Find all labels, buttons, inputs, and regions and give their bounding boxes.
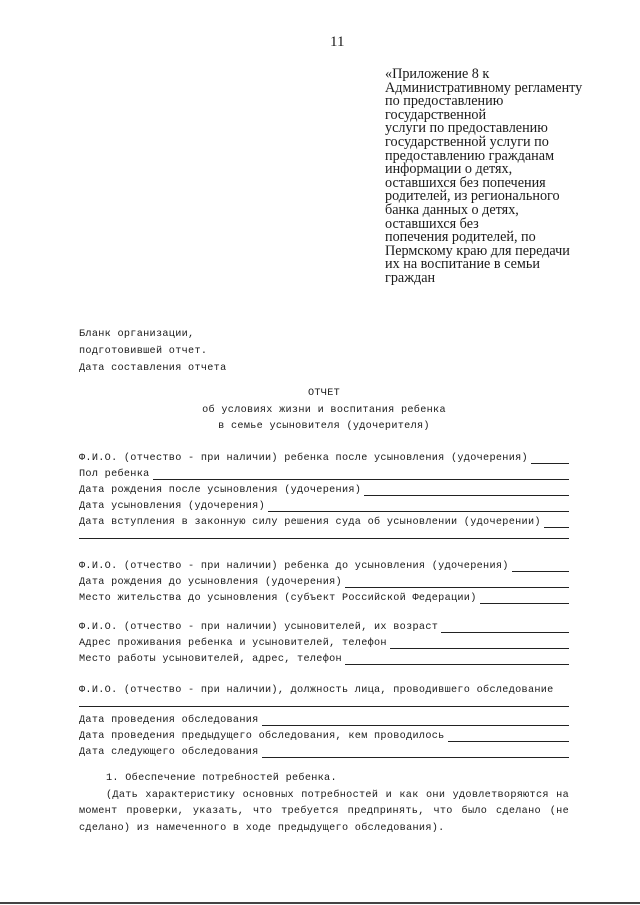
- field-label: Пол ребенка: [79, 469, 150, 480]
- appendix-line: Пермскому краю для передачи: [385, 242, 570, 259]
- fill-line[interactable]: [441, 622, 569, 633]
- field-court-date[interactable]: [79, 513, 569, 528]
- appendix-line: банка данных о детях,: [385, 201, 519, 218]
- field-label: Адрес проживания ребенка и усыновителей, телефон: [79, 638, 387, 649]
- appendix-header: [385, 68, 615, 286]
- page-number: 11: [330, 34, 345, 50]
- field-residence[interactable]: [79, 589, 569, 604]
- report-title-sub1: об условиях жизни и воспитания ребенка: [202, 404, 446, 416]
- field-work[interactable]: [79, 650, 569, 665]
- appendix-line: Административному регламенту: [385, 79, 583, 96]
- appendix-line: предоставлению гражданам: [385, 147, 555, 164]
- field-address[interactable]: [79, 634, 569, 649]
- field-birth-before[interactable]: [79, 573, 569, 588]
- field-sex[interactable]: [79, 465, 569, 480]
- appendix-line: попечения родителей, по: [385, 229, 536, 246]
- appendix-line: «Приложение 8 к: [385, 66, 490, 82]
- appendix-line: родителей, из регионального: [385, 188, 560, 205]
- field-label: Дата проведения обследования: [79, 715, 259, 726]
- fill-line[interactable]: [345, 577, 569, 588]
- report-title-main: ОТЧЕТ: [307, 388, 341, 399]
- fill-line[interactable]: [153, 469, 569, 480]
- section-1-text: (Дать характеристику основных потребностей и как они удовлетворяются на момент проверки, указать, что требуется предпринять, что было сделано (не сделано) из намеченного в ходе предыдущего обследования).: [79, 789, 569, 834]
- page-bottom-edge: [0, 902, 640, 904]
- appendix-line: оставшихся без: [385, 215, 479, 232]
- field-adopters[interactable]: [79, 618, 569, 633]
- section-1: [79, 771, 569, 837]
- appendix-line: граждан: [385, 269, 436, 286]
- appendix-line: их на воспитание в семьи: [385, 256, 540, 273]
- fill-line[interactable]: [531, 453, 569, 464]
- field-label: Ф.И.О. (отчество - при наличии) ребенка после усыновления (удочерения): [79, 453, 528, 464]
- field-fio-before[interactable]: [79, 557, 569, 572]
- fill-line[interactable]: [448, 731, 569, 742]
- fill-line[interactable]: [364, 485, 569, 496]
- field-fio-after[interactable]: [79, 449, 569, 464]
- field-adoption-date[interactable]: [79, 497, 569, 512]
- appendix-line: информации о детях,: [385, 161, 513, 178]
- field-inspection-date[interactable]: [79, 711, 569, 726]
- field-inspector: [79, 681, 569, 696]
- field-label: Место жительства до усыновления (субъект Российской Федерации): [79, 593, 477, 604]
- section-1-heading: 1. Обеспечение потребностей ребенка.: [106, 773, 337, 784]
- appendix-line: государственной: [385, 106, 487, 123]
- field-birth-after[interactable]: [79, 481, 569, 496]
- fill-line[interactable]: [512, 561, 569, 572]
- blank-line[interactable]: [79, 538, 569, 539]
- report-title: [79, 386, 569, 436]
- field-label: Место работы усыновителей, адрес, телефон: [79, 654, 342, 665]
- fill-line[interactable]: [262, 747, 569, 758]
- field-label: Дата усыновления (удочерения): [79, 501, 265, 512]
- field-label: Дата рождения до усыновления (удочерения): [79, 577, 342, 588]
- field-label: Дата вступления в законную силу решения суда об усыновлении (удочерении): [79, 517, 541, 528]
- appendix-line: государственной услуги по: [385, 133, 549, 150]
- field-label: Ф.И.О. (отчество - при наличии) ребенка до усыновления (удочерения): [79, 561, 509, 572]
- fill-line[interactable]: [544, 517, 569, 528]
- org-date-label: Дата составления отчета: [79, 363, 227, 374]
- field-label: Дата проведения предыдущего обследования, кем проводилось: [79, 731, 445, 742]
- fill-line[interactable]: [345, 654, 569, 665]
- org-blank-label: Бланк организации,: [79, 329, 195, 340]
- fill-line[interactable]: [262, 715, 569, 726]
- org-prepared-label: подготовившей отчет.: [79, 346, 208, 357]
- organization-block: [79, 326, 227, 377]
- fill-line[interactable]: [390, 638, 569, 649]
- appendix-line: по предоставлению: [385, 93, 504, 110]
- report-title-sub2: в семье усыновителя (удочерителя): [218, 421, 430, 432]
- field-label: Дата следующего обследования: [79, 747, 259, 758]
- appendix-line: оставшихся без попечения: [385, 174, 546, 191]
- field-label: Ф.И.О. (отчество - при наличии), должность лица, проводившего обследование: [79, 685, 554, 696]
- field-label: Ф.И.О. (отчество - при наличии) усыновителей, их возраст: [79, 622, 439, 633]
- field-label: Дата рождения после усыновления (удочерения): [79, 485, 362, 496]
- fill-line[interactable]: [480, 593, 569, 604]
- fill-line[interactable]: [268, 501, 569, 512]
- blank-line[interactable]: [79, 706, 569, 707]
- appendix-line: услуги по предоставлению: [385, 120, 548, 137]
- field-next-inspection[interactable]: [79, 743, 569, 758]
- field-prev-inspection[interactable]: [79, 727, 569, 742]
